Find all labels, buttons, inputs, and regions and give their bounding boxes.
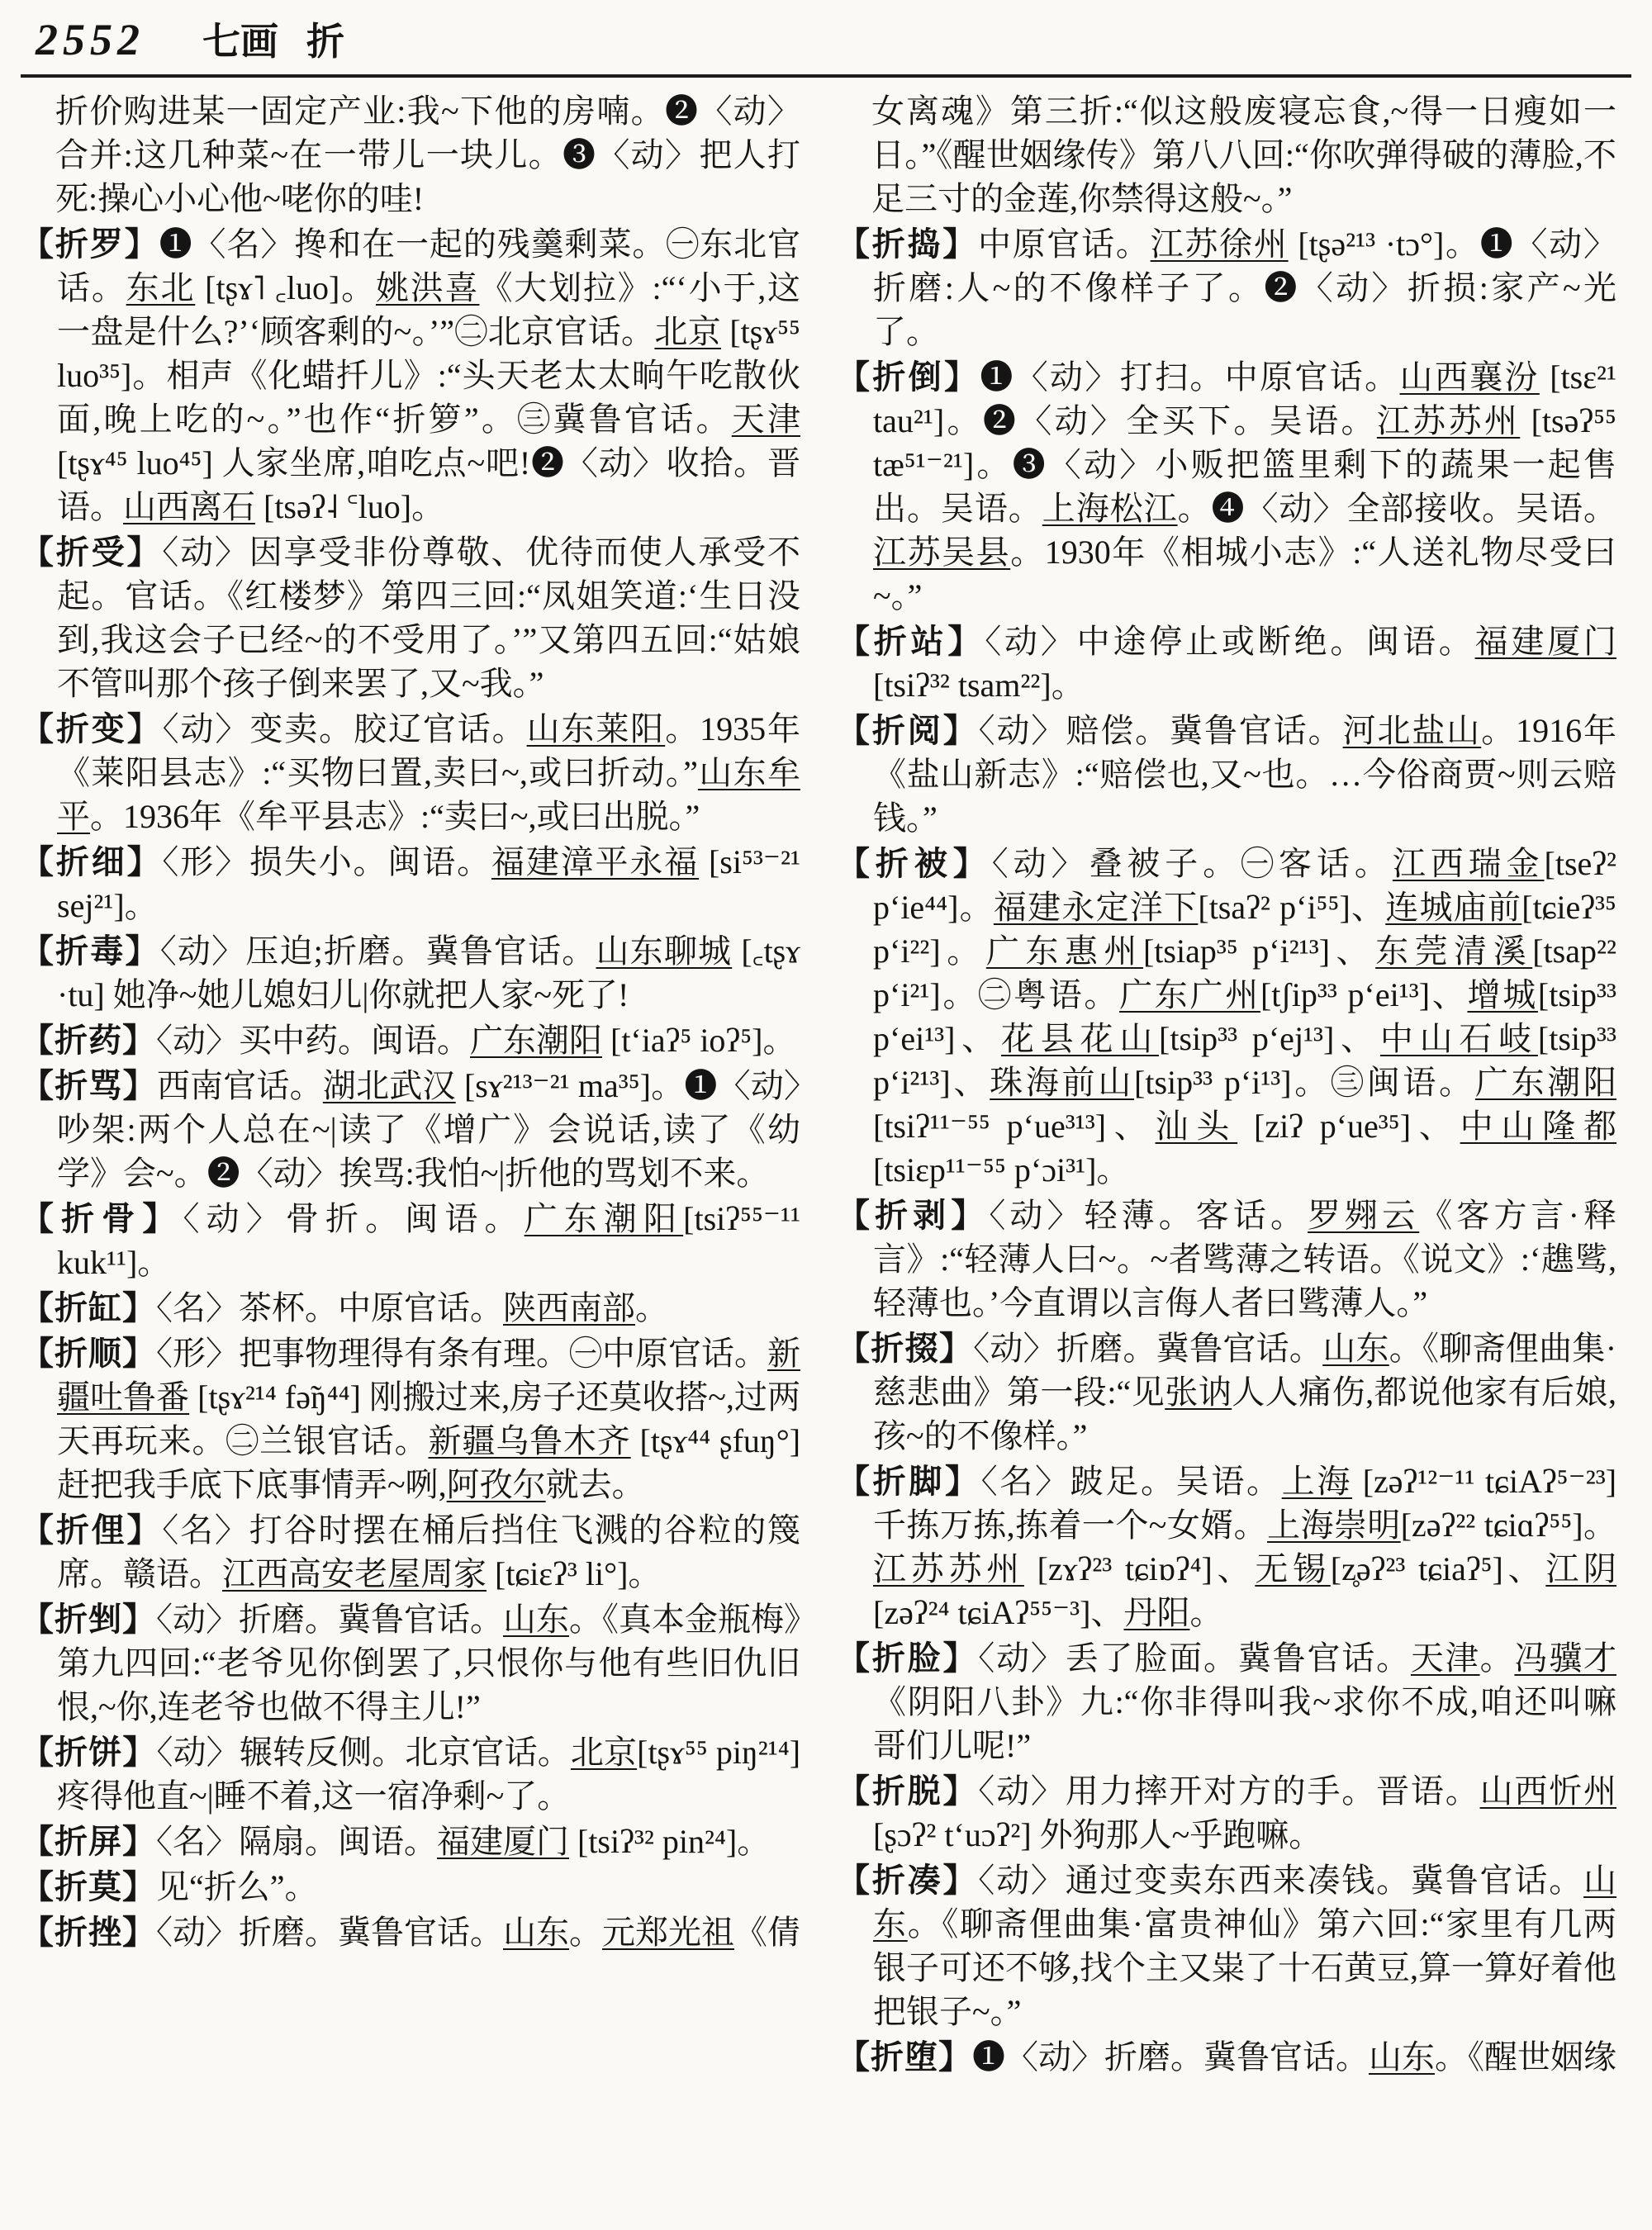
entry-headword: 【折莫】 [21,1868,156,1905]
entry-headword: 【折堕】 [837,2038,972,2076]
dict-entry [21,929,800,1017]
continuation-paragraph: 女离魂》第三折:“似这般废寝忘食,~得一日瘦如一日。”《醒世姻缘传》第八八回:“你吹弹得破的薄脸,不足三寸的金莲,你禁得这般~。” [871,93,1616,217]
header-rule [21,74,1631,78]
entry-body: 〈动〉压迫;折磨。冀鲁官话。山东聊城 [꜀tʂɤ ·tu] 她净~她儿媳妇儿|你就把人家~死了! [57,932,800,1013]
entry-headword: 【折掇】 [837,1330,974,1367]
entry-body: 〈动〉折磨。冀鲁官话。山东。元郑光祖《倩 [156,1914,800,1951]
entry-body: 中原官话。江苏徐州 [tʂə²¹³ ·tɔ°]。❶〈动〉折磨:人~的不像样子了。❷〈动〉折损:家产~光了。 [873,225,1616,350]
dict-entry [21,1910,800,1954]
entry-body: 〈动〉叠被子。㊀客话。江西瑞金[tseʔ² p‘ie⁴⁴]。福建永定洋下[tsaʔ² p‘i⁵⁵]、连城庙前[tɕieʔ³⁵ p‘i²²]。广东惠州[tsiap³⁵ p‘i²¹³]、东莞清溪[tsap²² p‘i²¹]。㊁粤语。广东广州[tʃip³³ p‘ei¹³]、增城[tsip³³ p‘ei¹³]、花县花山[tsip³³ p‘ej¹³]、中山石岐[tsip³³ p‘i²¹³]、珠海前山[tsip³³ p‘i¹³]。㊂闽语。广东潮阳[tsiʔ¹¹⁻⁵⁵ p‘ue³¹³]、汕头 [ziʔ p‘ue³⁵]、中山隆都 [tsiɛp¹¹⁻⁵⁵ p‘ɔi³¹]。 [873,845,1616,1189]
stroke-count-label: 七画 [202,21,278,63]
dict-entry [21,1064,800,1195]
dict-entry [837,355,1616,618]
right-column [837,89,1616,2199]
entry-headword: 【折细】 [21,843,163,880]
entry-headword: 【折顺】 [21,1335,156,1372]
entry-body: ❶〈动〉打扫。中原官话。山西襄汾 [tsɛ²¹ tau²¹]。❷〈动〉全买下。吴语。江苏苏州 [tsəʔ⁵⁵ tæ⁵¹⁻²¹]。❸〈动〉小贩把篮里剩下的蔬果一起售出。吴语。上海松江。❹〈动〉全部接收。吴语。江苏吴县。1930年《相城小志》:“人送礼物尽受曰~。” [873,358,1616,614]
entry-headword: 【折被】 [837,845,992,882]
entry-body: 〈动〉骨折。闽语。广东潮阳[tsiʔ⁵⁵⁻¹¹ kuk¹¹]。 [57,1200,800,1281]
entry-body: 见“折么”。 [156,1868,318,1905]
entry-headword: 【折饼】 [21,1734,157,1771]
entry-body: ❶〈名〉搀和在一起的残羹剩菜。㊀东北官话。东北 [tʂɤ˥ ꜀luo]。姚洪喜《大划拉》:“‘小于,这一盘是什么?’‘顾客剩的~。’”㊁北京官话。北京 [tʂɤ⁵⁵ luo³⁵]。相声《化蜡扦儿》:“头天老太太晌午吃散伙面,晚上吃的~。”也作“折箩”。㊂冀鲁官话。天津 [tʂɤ⁴⁵ luo⁴⁵] 人家坐席,咱吃点~吧!❷〈动〉收拾。晋语。山西离石 [tsəʔ˨ ꜂luo]。 [57,225,800,525]
dict-entry [837,1193,1616,1325]
entry-headword: 【折站】 [837,623,985,660]
text-columns [21,89,1631,2199]
dict-entry [21,1597,800,1729]
dict-entry [837,709,1616,840]
entry-headword: 【折脸】 [837,1639,979,1677]
dict-entry [837,1459,1616,1635]
dict-entry [21,1286,800,1330]
entry-headword: 【折变】 [21,710,163,747]
entry-body: 〈动〉通过变卖东西来凑钱。冀鲁官话。山东。《聊斋俚曲集·富贵神仙》第六回:“家里有几两银子可还不够,找个主又粜了十石黄豆,算一算好着他把银子~。” [873,1862,1616,2030]
dict-entry [21,530,800,705]
dict-entry [21,840,800,928]
dict-entry [21,1865,800,1909]
entry-body: 〈形〉损失小。闽语。福建漳平永福 [si⁵³⁻²¹ sej²¹]。 [57,843,800,924]
dict-entry [21,1197,800,1284]
entry-headword: 【折剥】 [837,1197,990,1234]
continuation-paragraph: 折价购进某一固定产业:我~下他的房喃。❷〈动〉合并:这几种菜~在一带儿一块儿。❸〈动〉把人打死:操心小心他~咾你的哇! [55,93,800,217]
entry-body: 〈名〉茶杯。中原官话。陕西南部。 [156,1289,668,1326]
entry-headword: 【折凑】 [837,1862,979,1899]
dict-entry [837,1326,1616,1458]
entry-headword: 【折缸】 [21,1289,156,1326]
entry-headword: 【折挫】 [21,1914,156,1951]
entry-body: 〈动〉折磨。冀鲁官话。山东。《聊斋俚曲集·慈悲曲》第一段:“见张讷人人痛伤,都说他家有后娘,孩~的不像样。” [873,1330,1616,1454]
entry-headword: 【折剉】 [21,1601,156,1638]
entry-headword: 【折脱】 [837,1772,979,1810]
dict-entry [21,222,800,529]
dict-entry [837,1858,1616,2033]
dict-entry [837,2035,1616,2079]
dict-entry [21,1508,800,1596]
entry-body: 〈动〉中途停止或断绝。闽语。福建厦门 [tsiʔ³² tsam²²]。 [873,623,1616,704]
entry-headword: 【折骂】 [21,1067,157,1104]
entry-headword: 【折药】 [21,1022,156,1059]
dict-entry [837,1769,1616,1857]
page-number: 2552 [36,15,145,64]
entry-body: 〈动〉辗转反侧。北京官话。北京[tʂɤ⁵⁵ piŋ²¹⁴] 疼得他直~|睡不着,这一宿净剩~了。 [57,1734,800,1815]
left-column [21,89,800,2199]
entry-headword: 【折倒】 [837,358,980,396]
entry-body: 〈名〉打谷时摆在桶后挡住飞溅的谷粒的篾席。赣语。江西高安老屋周家 [tɕiɛʔ³ li°]。 [57,1511,800,1592]
entry-headword: 【折骨】 [21,1200,183,1237]
section-character: 折 [306,21,344,63]
dict-entry [21,1730,800,1818]
entry-body: 〈动〉买中药。闽语。广东潮阳 [t‘iaʔ⁵ ioʔ⁵]。 [156,1022,796,1059]
entry-body: 西南官话。湖北武汉 [sɤ²¹³⁻²¹ ma³⁵]。❶〈动〉吵架:两个人总在~|读了《增广》会说话,读了《幼学》会~。❷〈动〉挨骂:我怕~|折他的骂划不来。 [57,1067,800,1192]
entry-headword: 【折毒】 [21,932,160,970]
dict-entry [837,619,1616,707]
entry-headword: 【折捣】 [837,225,978,263]
entry-headword: 【折俚】 [21,1511,163,1549]
entry-body: ❶〈动〉折磨。冀鲁官话。山东。《醒世姻缘 [972,2038,1616,2076]
dict-entry [837,842,1616,1192]
entry-headword: 【折阅】 [837,712,979,749]
dict-entry [21,1331,800,1506]
dict-entry [21,707,800,838]
entry-headword: 【折受】 [21,534,163,571]
dict-entry [21,1018,800,1062]
entry-headword: 【折屏】 [21,1823,156,1860]
entry-body: 〈动〉用力摔开对方的手。晋语。山西忻州 [ʂɔʔ² t‘uɔʔ²] 外狗那人~乎跑嘛。 [873,1772,1616,1853]
entry-body: 〈动〉赔偿。冀鲁官话。河北盐山。1916年《盐山新志》:“赔偿也,又~也。…今俗商贾~则云赔钱。” [873,712,1616,837]
entry-body: 〈动〉丢了脸面。冀鲁官话。天津。冯骥才《阴阳八卦》九:“你非得叫我~求你不成,咱还叫嘛哥们儿呢!” [873,1639,1616,1764]
entry-body: 〈动〉因享受非份尊敬、优待而使人承受不起。官话。《红楼梦》第四三回:“凤姐笑道:‘生日没到,我这会子已经~的不受用了。’”又第四五回:“姑娘不管叫那个孩子倒来罢了,又~我。” [57,534,800,702]
entry-body: 〈名〉隔扇。闽语。福建厦门 [tsiʔ³² pin²⁴]。 [156,1823,771,1860]
entry-headword: 【折罗】 [21,225,159,263]
page-header [21,12,1631,66]
entry-body: 〈动〉变卖。胶辽官话。山东莱阳。1935年《莱阳县志》:“买物曰置,卖曰~,或曰折动。”山东牟平。1936年《牟平县志》:“卖曰~,或曰出脱。” [57,710,800,835]
dict-entry [837,222,1616,353]
entry-body: 〈名〉跛足。吴语。上海 [zəʔ¹²⁻¹¹ tɕiAʔ⁵⁻²³] 千拣万拣,拣着一个~女婿。上海崇明[zəʔ²² tɕiɑʔ⁵⁵]。江苏苏州 [zɤʔ²³ tɕiɒʔ⁴]、无锡[z̥əʔ²³ tɕiaʔ⁵]、江阴[zəʔ²⁴ tɕiAʔ⁵⁵⁻³]、丹阳。 [873,1463,1616,1631]
section-heading [202,12,344,66]
entry-body: 〈动〉折磨。冀鲁官话。山东。《真本金瓶梅》第九四回:“老爷见你倒罢了,只恨你与他有些旧仇旧恨,~你,连老爷也做不得主儿!” [57,1601,800,1725]
entry-body: 〈形〉把事物理得有条有理。㊀中原官话。新疆吐鲁番 [tʂɤ²¹⁴ fə̃ŋ⁴⁴] 刚搬过来,房子还莫收搭~,过两天再玩来。㊁兰银官话。新疆乌鲁木齐 [tʂɤ⁴⁴ ʂfuŋ°] 赶把我手底下底事情弄~咧,阿孜尔就去。 [57,1335,800,1503]
entry-body: 〈动〉轻薄。客话。罗翙云《客方言·释言》:“轻薄人曰~。~者骘薄之转语。《说文》:‘趭骘,轻薄也。’今直谓以言侮人者曰骘薄人。” [873,1197,1616,1321]
dict-entry [837,1636,1616,1767]
dict-entry [21,1820,800,1863]
entry-headword: 【折脚】 [837,1463,981,1500]
